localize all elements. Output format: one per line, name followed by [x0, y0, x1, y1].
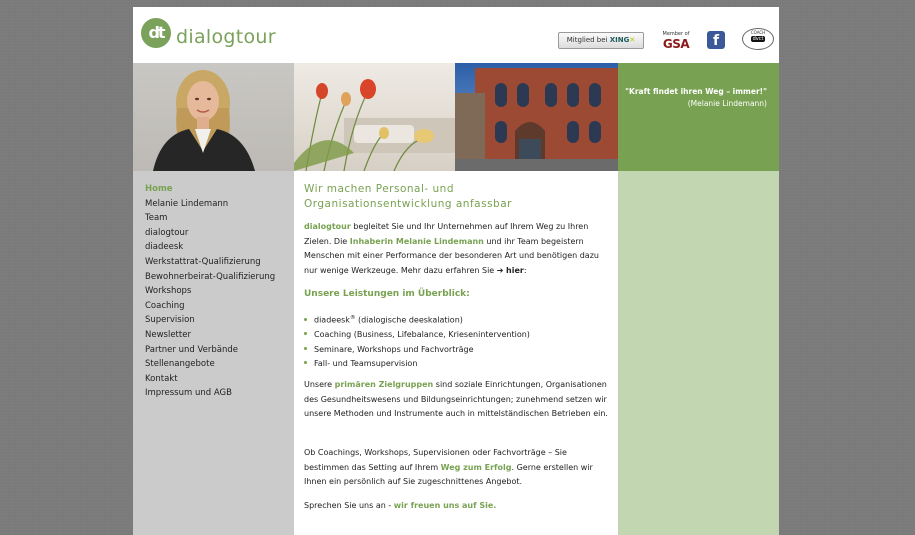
quote-author: (Melanie Lindemann)	[687, 99, 767, 108]
nav-item-melanie-lindemann[interactable]: Melanie Lindemann	[145, 198, 229, 209]
services-list	[304, 311, 530, 372]
flowers-photo	[294, 63, 455, 171]
bullet-icon	[304, 361, 307, 364]
coach-badge[interactable]	[742, 28, 774, 50]
bullet-icon	[304, 332, 307, 335]
nav-list	[145, 182, 275, 401]
owner-link[interactable]: Inhaberin Melanie Lindemann	[349, 236, 484, 246]
nav-item-supervision[interactable]: Supervision	[145, 315, 195, 326]
nav-item-werkstattrat[interactable]: Werkstattrat-Qualifizierung	[145, 256, 261, 267]
header	[133, 7, 779, 63]
contact-link[interactable]: wir freuen uns auf Sie.	[393, 501, 497, 510]
nav-item-bewohnerbeirat[interactable]: Bewohnerbeirat-Qualifizierung	[145, 271, 276, 282]
bullet-icon	[304, 347, 307, 350]
page	[133, 7, 779, 535]
service-detail: (dialogische deeskalation)	[355, 315, 463, 325]
quote-box	[618, 63, 779, 171]
intro-text-2: und ihr Team begeistern Menschen mit einer Performance der besonderen Art und benötigen dazu nur wenige Werkzeuge. Mehr dazu erfahren Sie	[304, 236, 599, 275]
xing-name: XING	[609, 36, 630, 44]
service-name: Seminare, Workshops und Fachvorträge	[314, 344, 474, 354]
logo-text[interactable]: dialogtour	[176, 26, 276, 48]
main-content	[294, 171, 618, 535]
target-groups-paragraph	[304, 378, 611, 422]
offer-text-2: . Gerne erstellen wir Ihnen ein persönlich auf Sie zugeschnittenes Angebot.	[304, 462, 593, 486]
dvct-label: dvct	[752, 36, 764, 42]
offer-text-1: Ob Coachings, Workshops, Supervisionen oder Fachvorträge – Sie bestimmen das Setting auf Ihrem	[304, 448, 567, 472]
target-groups-link[interactable]: primären Zielgruppen	[334, 380, 434, 389]
service-name: Fall- und Teamsupervision	[314, 359, 418, 369]
right-column	[618, 171, 779, 535]
nav-item-partner[interactable]: Partner und Verbände	[145, 344, 238, 355]
gsa-badge[interactable]	[660, 31, 692, 50]
page-title	[304, 182, 604, 212]
target-text-1: Unsere	[304, 380, 335, 389]
sidebar	[133, 171, 294, 535]
facebook-icon[interactable]: f	[707, 31, 725, 49]
service-name: Coaching (Business, Lifebalance, Kriesenintervention)	[314, 330, 530, 340]
intro-text-1: begleitet Sie und Ihr Unternehmen auf Ihrem Weg zu Ihren Zielen. Die	[304, 222, 589, 246]
headline-line-2: Organisationsentwicklung anfassbar	[304, 198, 512, 210]
list-item	[304, 357, 530, 372]
contact-paragraph	[304, 499, 611, 514]
registered-mark: ®	[349, 315, 356, 321]
xing-prefix: Mitglied bei	[566, 36, 608, 44]
list-item	[304, 328, 530, 343]
nav-item-impressum[interactable]: Impressum und AGB	[145, 388, 232, 399]
success-link[interactable]: Weg zum Erfolg	[440, 462, 512, 472]
intro-text-3: :	[523, 265, 527, 275]
coach-label: COACH	[750, 30, 766, 35]
nav-item-workshops[interactable]: Workshops	[145, 286, 192, 297]
nav-item-coaching[interactable]: Coaching	[145, 300, 185, 311]
building-photo	[455, 63, 618, 171]
gsa-small-label: Member of	[662, 31, 690, 37]
intro-paragraph	[304, 220, 611, 278]
nav-item-stellenangebote[interactable]: Stellenangebote	[145, 359, 215, 370]
portrait-photo	[133, 63, 294, 171]
nav-item-team[interactable]: Team	[145, 213, 168, 224]
services-heading: Unsere Leistungen im Überblick:	[304, 289, 470, 299]
list-item	[304, 311, 530, 328]
contact-text: Sprechen Sie uns an -	[304, 501, 394, 510]
nav-item-dialogtour[interactable]: dialogtour	[145, 227, 189, 238]
nav-item-kontakt[interactable]: Kontakt	[145, 373, 178, 384]
quote-text: "Kraft findet ihren Weg – immer!"	[625, 87, 767, 96]
banner	[133, 63, 779, 171]
target-text-2: sind soziale Einrichtungen, Organisationen des Gesundheitswesens und Bildungseinrichtungen; zunehmend setzen wir unsere Methoden und Instrumente auch in mittelständischen Betrieben ein.	[304, 380, 608, 418]
nav-item-newsletter[interactable]: Newsletter	[145, 329, 191, 340]
nav-item-home[interactable]: Home	[145, 184, 173, 194]
xing-x-icon: ✕	[629, 36, 636, 44]
headline-line-1: Wir machen Personal- und	[304, 183, 455, 195]
xing-badge[interactable]	[558, 32, 644, 49]
service-name: diadeesk	[314, 315, 350, 325]
offer-paragraph	[304, 446, 611, 490]
gsa-logo: GSA	[662, 37, 690, 51]
bullet-icon	[304, 318, 307, 321]
nav-item-diadeesk[interactable]: diadeesk	[145, 242, 184, 253]
list-item	[304, 343, 530, 358]
hier-link[interactable]: hier	[506, 265, 524, 275]
arrow-right-icon: ➔	[496, 265, 504, 275]
brand-name: dialogtour	[304, 222, 351, 231]
logo-icon[interactable]: dt	[141, 18, 171, 48]
